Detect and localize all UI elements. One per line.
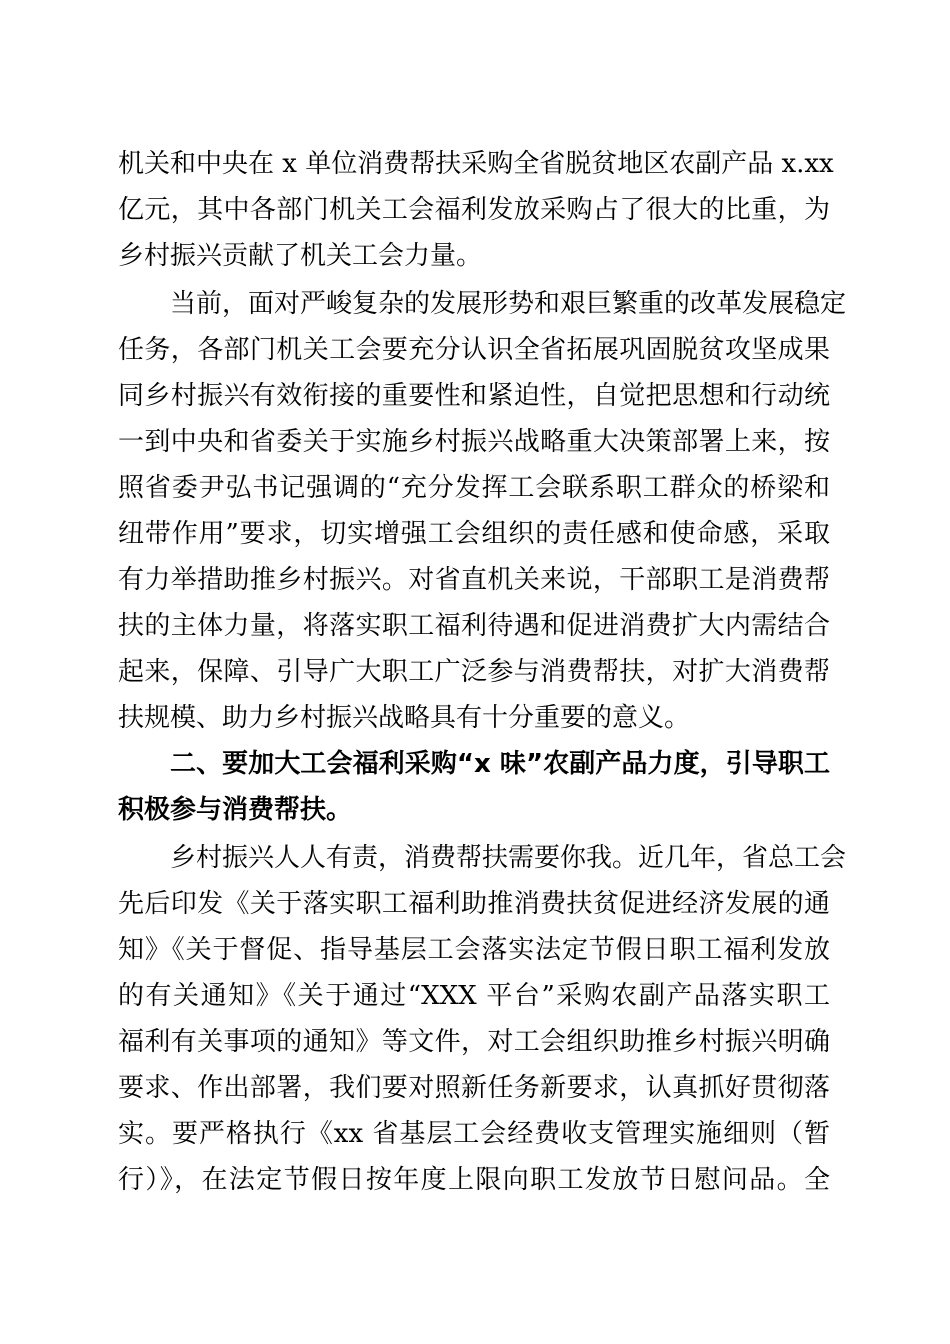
text-line: 起来，保障、引导广大职工广泛参与消费帮扶，对扩大消费帮 xyxy=(118,657,830,687)
text-line: 扶的主体力量，将落实职工福利待遇和促进消费扩大内需结合 xyxy=(118,611,830,641)
text-line: 扶规模、助力乡村振兴战略具有十分重要的意义。 xyxy=(118,703,691,733)
text-line: 的有关通知》《关于通过“XXX 平台”采购农副产品落实职工 xyxy=(118,981,830,1011)
text-line: 乡村振兴贡献了机关工会力量。 xyxy=(118,241,483,271)
text-line: 同乡村振兴有效衔接的重要性和紧迫性，自觉把思想和行动统 xyxy=(118,381,830,411)
text-line: 知》《关于督促、指导基层工会落实法定节假日职工福利发放 xyxy=(118,935,830,965)
text-line: 一到中央和省委关于实施乡村振兴战略重大决策部署上来，按 xyxy=(118,427,830,457)
text-line: 机关和中央在 x 单位消费帮扶采购全省脱贫地区农副产品 x.xx xyxy=(118,149,834,179)
text-line: 先后印发《关于落实职工福利助推消费扶贫促进经济发展的通 xyxy=(118,889,830,919)
text-line: 纽带作用”要求，切实增强工会组织的责任感和使命感，采取 xyxy=(118,519,830,549)
text-line: 实。要严格执行《xx 省基层工会经费收支管理实施细则（暂 xyxy=(118,1119,830,1149)
text-line: 任务，各部门机关工会要充分认识全省拓展巩固脱贫攻坚成果 xyxy=(118,335,830,365)
text-line: 照省委尹弘书记强调的“充分发挥工会联系职工群众的桥梁和 xyxy=(118,473,830,503)
section-heading: 积极参与消费帮扶。 xyxy=(118,795,353,825)
text-line: 行）》，在法定节假日按年度上限向职工发放节日慰问品。全 xyxy=(118,1165,830,1195)
text-line: 有力举措助推乡村振兴。对省直机关来说，干部职工是消费帮 xyxy=(118,565,830,595)
section-heading: 二、要加大工会福利采购“x 味”农副产品力度，引导职工 xyxy=(170,749,830,779)
text-line: 要求、作出部署，我们要对照新任务新要求，认真抓好贯彻落 xyxy=(118,1073,830,1103)
text-line: 乡村振兴人人有责，消费帮扶需要你我。近几年，省总工会 xyxy=(170,843,847,873)
text-line: 亿元，其中各部门机关工会福利发放采购占了很大的比重，为 xyxy=(118,195,830,225)
text-line: 福利有关事项的通知》等文件，对工会组织助推乡村振兴明确 xyxy=(118,1027,830,1057)
text-line: 当前，面对严峻复杂的发展形势和艰巨繁重的改革发展稳定 xyxy=(170,289,847,319)
